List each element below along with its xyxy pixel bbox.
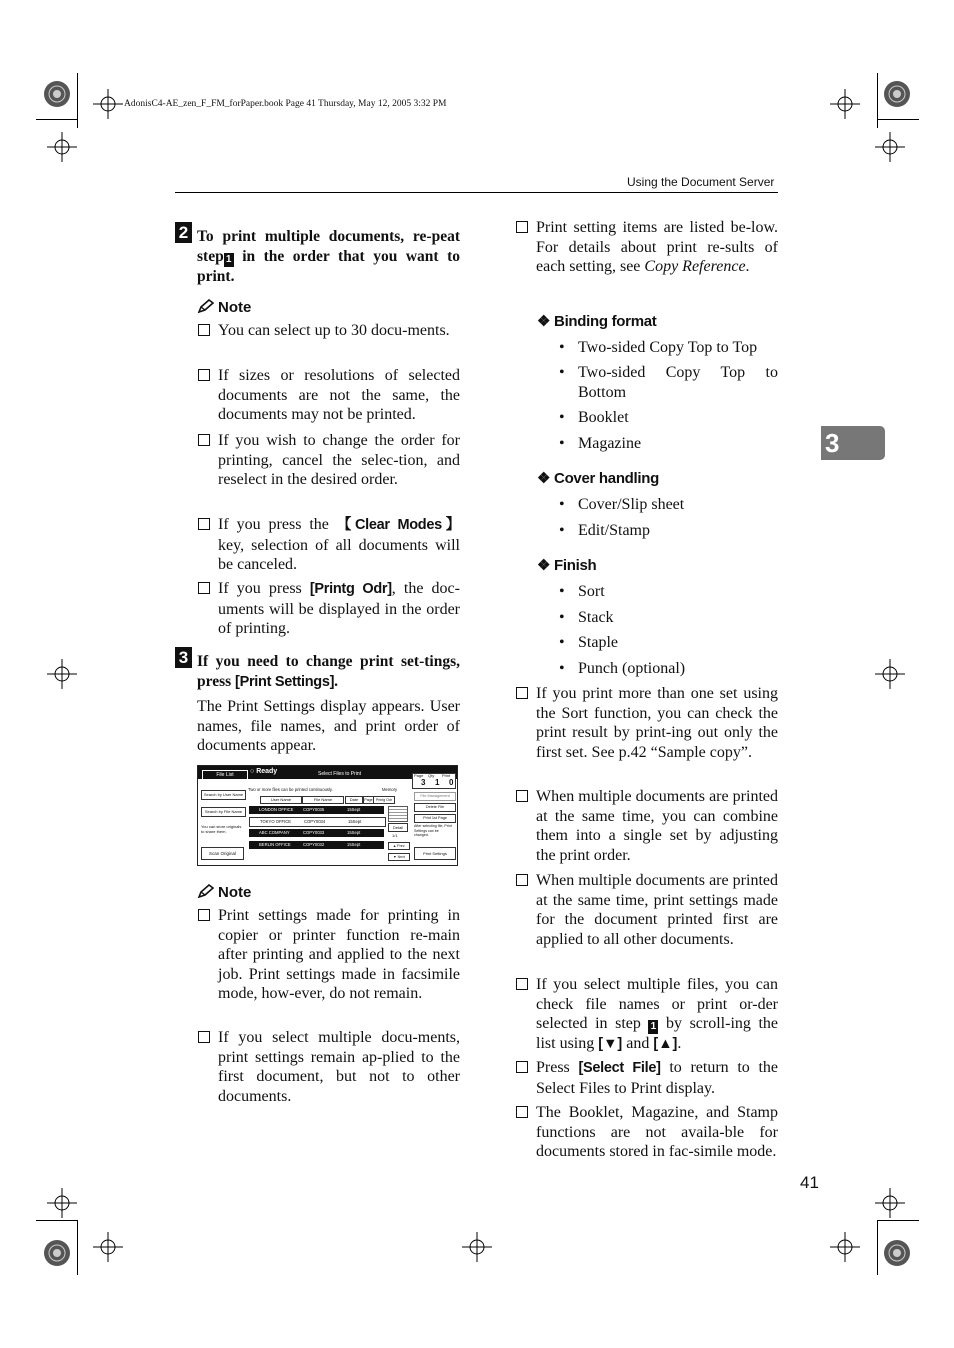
file-list-label: File List (202, 770, 248, 780)
print-settings-button[interactable]: Print Settings (414, 847, 456, 860)
print-header: AdonisC4-AE_zen_F_FM_forPaper.book Page 41 Thursday, May 12, 2005 3:32 PM (124, 99, 447, 109)
list-item: • Magazine (578, 434, 778, 454)
running-header: Using the Document Server (627, 175, 775, 189)
note-item: If you press the 【Clear Modes】 key, selection of all documents will be canceled. (218, 515, 460, 575)
diamond-icon: ❖ (537, 313, 551, 330)
intro-item: Print setting items are listed be-low. For details about print re-sults of each setting, see Copy Reference. (536, 218, 778, 277)
step-number-2: 2 (175, 222, 192, 243)
note-item: If you wish to change the order for printing, cancel the selec-tion, and reselect in the desired order. (218, 431, 460, 490)
screen-title: Select Files to Print (318, 771, 362, 777)
crosshair-icon (830, 89, 860, 119)
step-3-text: If you need to change print set-tings, press [Print Settings]. (197, 653, 460, 690)
step-ref: 1 (648, 1020, 658, 1034)
delete-file-button[interactable]: Delete File (414, 803, 456, 812)
crosshair-icon (47, 1188, 77, 1218)
list-item: • Two-sided Copy Top to Bottom (578, 363, 778, 402)
search-file-button[interactable]: Search by File Name (201, 807, 246, 817)
list-item: • Edit/Stamp (578, 521, 778, 541)
select-file-key: [Select File] (578, 1060, 661, 1076)
detail-button[interactable]: Detail (388, 823, 408, 832)
crosshair-icon (47, 132, 77, 162)
note-item: You can select up to 30 docu-ments. (218, 321, 460, 341)
crosshair-icon (93, 89, 123, 119)
step-3-body: The Print Settings display appears. User names, file names, and print order of documents appear. (197, 698, 460, 755)
step-number-3: 3 (175, 647, 192, 668)
crosshair-icon (47, 659, 77, 689)
tip-item: When multiple documents are printed at the same time, print settings made for the document printed first are applied to all other documents. (536, 871, 778, 949)
note-heading: Note (197, 884, 251, 901)
list-item: • Stack (578, 608, 778, 628)
crosshair-icon (830, 1232, 860, 1262)
list-item: • Punch (optional) (578, 659, 778, 679)
registration-target-icon (43, 80, 71, 108)
table-row[interactable]: BERLIN OFFICE COPY0032 15Sept (249, 841, 384, 849)
page-number: 41 (800, 1173, 819, 1192)
up-key: [▲] (653, 1036, 678, 1053)
prev-button[interactable]: ▲ Prev. (388, 842, 410, 850)
pencil-icon (197, 884, 215, 898)
header-rule (175, 192, 778, 193)
print-settings-screen: File List ○ Ready Select Files to Print Page Qty Print 3 1 0 Two or more files can be printed continuously. Memory Search by User Name Search by File Name You can store originals to share them. Scan Original User Name File Name Date Page Printg Odr LONDON OFFICE COPY0035 15Sept TOKYO OFFICE COPY0034 15Sept ABC COMPANY COPY0033 15Sept BERLIN OFFICE COPY0032 15Sept Detail 1/1 ▲ Prev. ▼ Next File Management Delete File Print 1st Page After selecting file, Print Settings can be changed. Print Settings (197, 765, 458, 866)
registration-target-icon (43, 1239, 71, 1267)
diamond-icon: ❖ (537, 557, 551, 574)
registration-target-icon (883, 1239, 911, 1267)
group-heading-finish: ❖ Finish (537, 557, 597, 574)
list-item: • Cover/Slip sheet (578, 495, 778, 515)
group-heading-cover: ❖ Cover handling (537, 470, 660, 487)
document-stack-icon (388, 806, 408, 822)
printg-odr-key: [Printg Odr] (309, 581, 392, 597)
list-item: • Staple (578, 633, 778, 653)
list-item: • Booklet (578, 408, 778, 428)
chapter-tab: 3 (821, 426, 885, 460)
crosshair-icon (93, 1232, 123, 1262)
note-item: If sizes or resolutions of selected documents are not the same, the documents may not be printed. (218, 366, 460, 425)
tip-item: The Booklet, Magazine, and Stamp functions are not availa-ble for documents stored in fac-simile mode. (536, 1103, 778, 1162)
list-item: • Two-sided Copy Top to Top (578, 338, 778, 358)
file-management-button[interactable]: File Management (414, 792, 456, 801)
note-item: Print settings made for printing in copier or printer function re-main after printing and applied to the next job. Print settings made in facsimile mode, how-ever, do not remain. (218, 906, 460, 1004)
table-row[interactable]: ABC COMPANY COPY0033 15Sept (249, 829, 384, 837)
print-first-page-button[interactable]: Print 1st Page (414, 814, 456, 823)
crosshair-icon (875, 132, 905, 162)
reference-title: Copy Reference (644, 258, 746, 276)
print-settings-key: [Print Settings] (235, 674, 335, 690)
registration-target-icon (883, 80, 911, 108)
crosshair-icon (875, 659, 905, 689)
step-2-text: To print multiple documents, re-peat step 1 in the order that you want to print. (197, 228, 460, 285)
tip-item: If you print more than one set using the Sort function, you can check the print result by print-ing out only the first set. See p.42 “Sample copy”. (536, 684, 778, 762)
table-row[interactable]: TOKYO OFFICE COPY0034 15Sept (249, 817, 386, 827)
list-item: • Sort (578, 582, 778, 602)
note-heading: Note (197, 299, 251, 316)
pencil-icon (197, 299, 215, 313)
crosshair-icon (462, 1232, 492, 1262)
step-ref: 1 (224, 253, 234, 267)
tip-item: When multiple documents are printed at the same time, you can combine them into a single set by adjusting the print order. (536, 787, 778, 865)
table-row[interactable]: LONDON OFFICE COPY0035 15Sept (249, 806, 384, 814)
down-key: [▼] (598, 1036, 623, 1053)
crosshair-icon (875, 1188, 905, 1218)
note-item: If you press [Printg Odr], the doc-uments will be displayed in the order of printing. (218, 579, 460, 639)
ready-status: ○ Ready (250, 768, 278, 775)
group-heading-binding: ❖ Binding format (537, 313, 657, 330)
tip-item: Press [Select File] to return to the Select Files to Print display. (536, 1058, 778, 1098)
scan-original-button[interactable]: Scan Original (201, 847, 244, 860)
next-button[interactable]: ▼ Next (388, 853, 410, 861)
search-user-button[interactable]: Search by User Name (201, 790, 246, 800)
diamond-icon: ❖ (537, 470, 551, 487)
note-item: If you select multiple docu-ments, print settings remain ap-plied to the first document, but not to other documents. (218, 1028, 460, 1106)
tip-item: If you select multiple files, you can check file names or print or-der selected in step 1 by scroll-ing the list using [▼] and [▲]. (536, 975, 778, 1055)
clear-modes-key: 【Clear Modes】 (336, 517, 460, 533)
